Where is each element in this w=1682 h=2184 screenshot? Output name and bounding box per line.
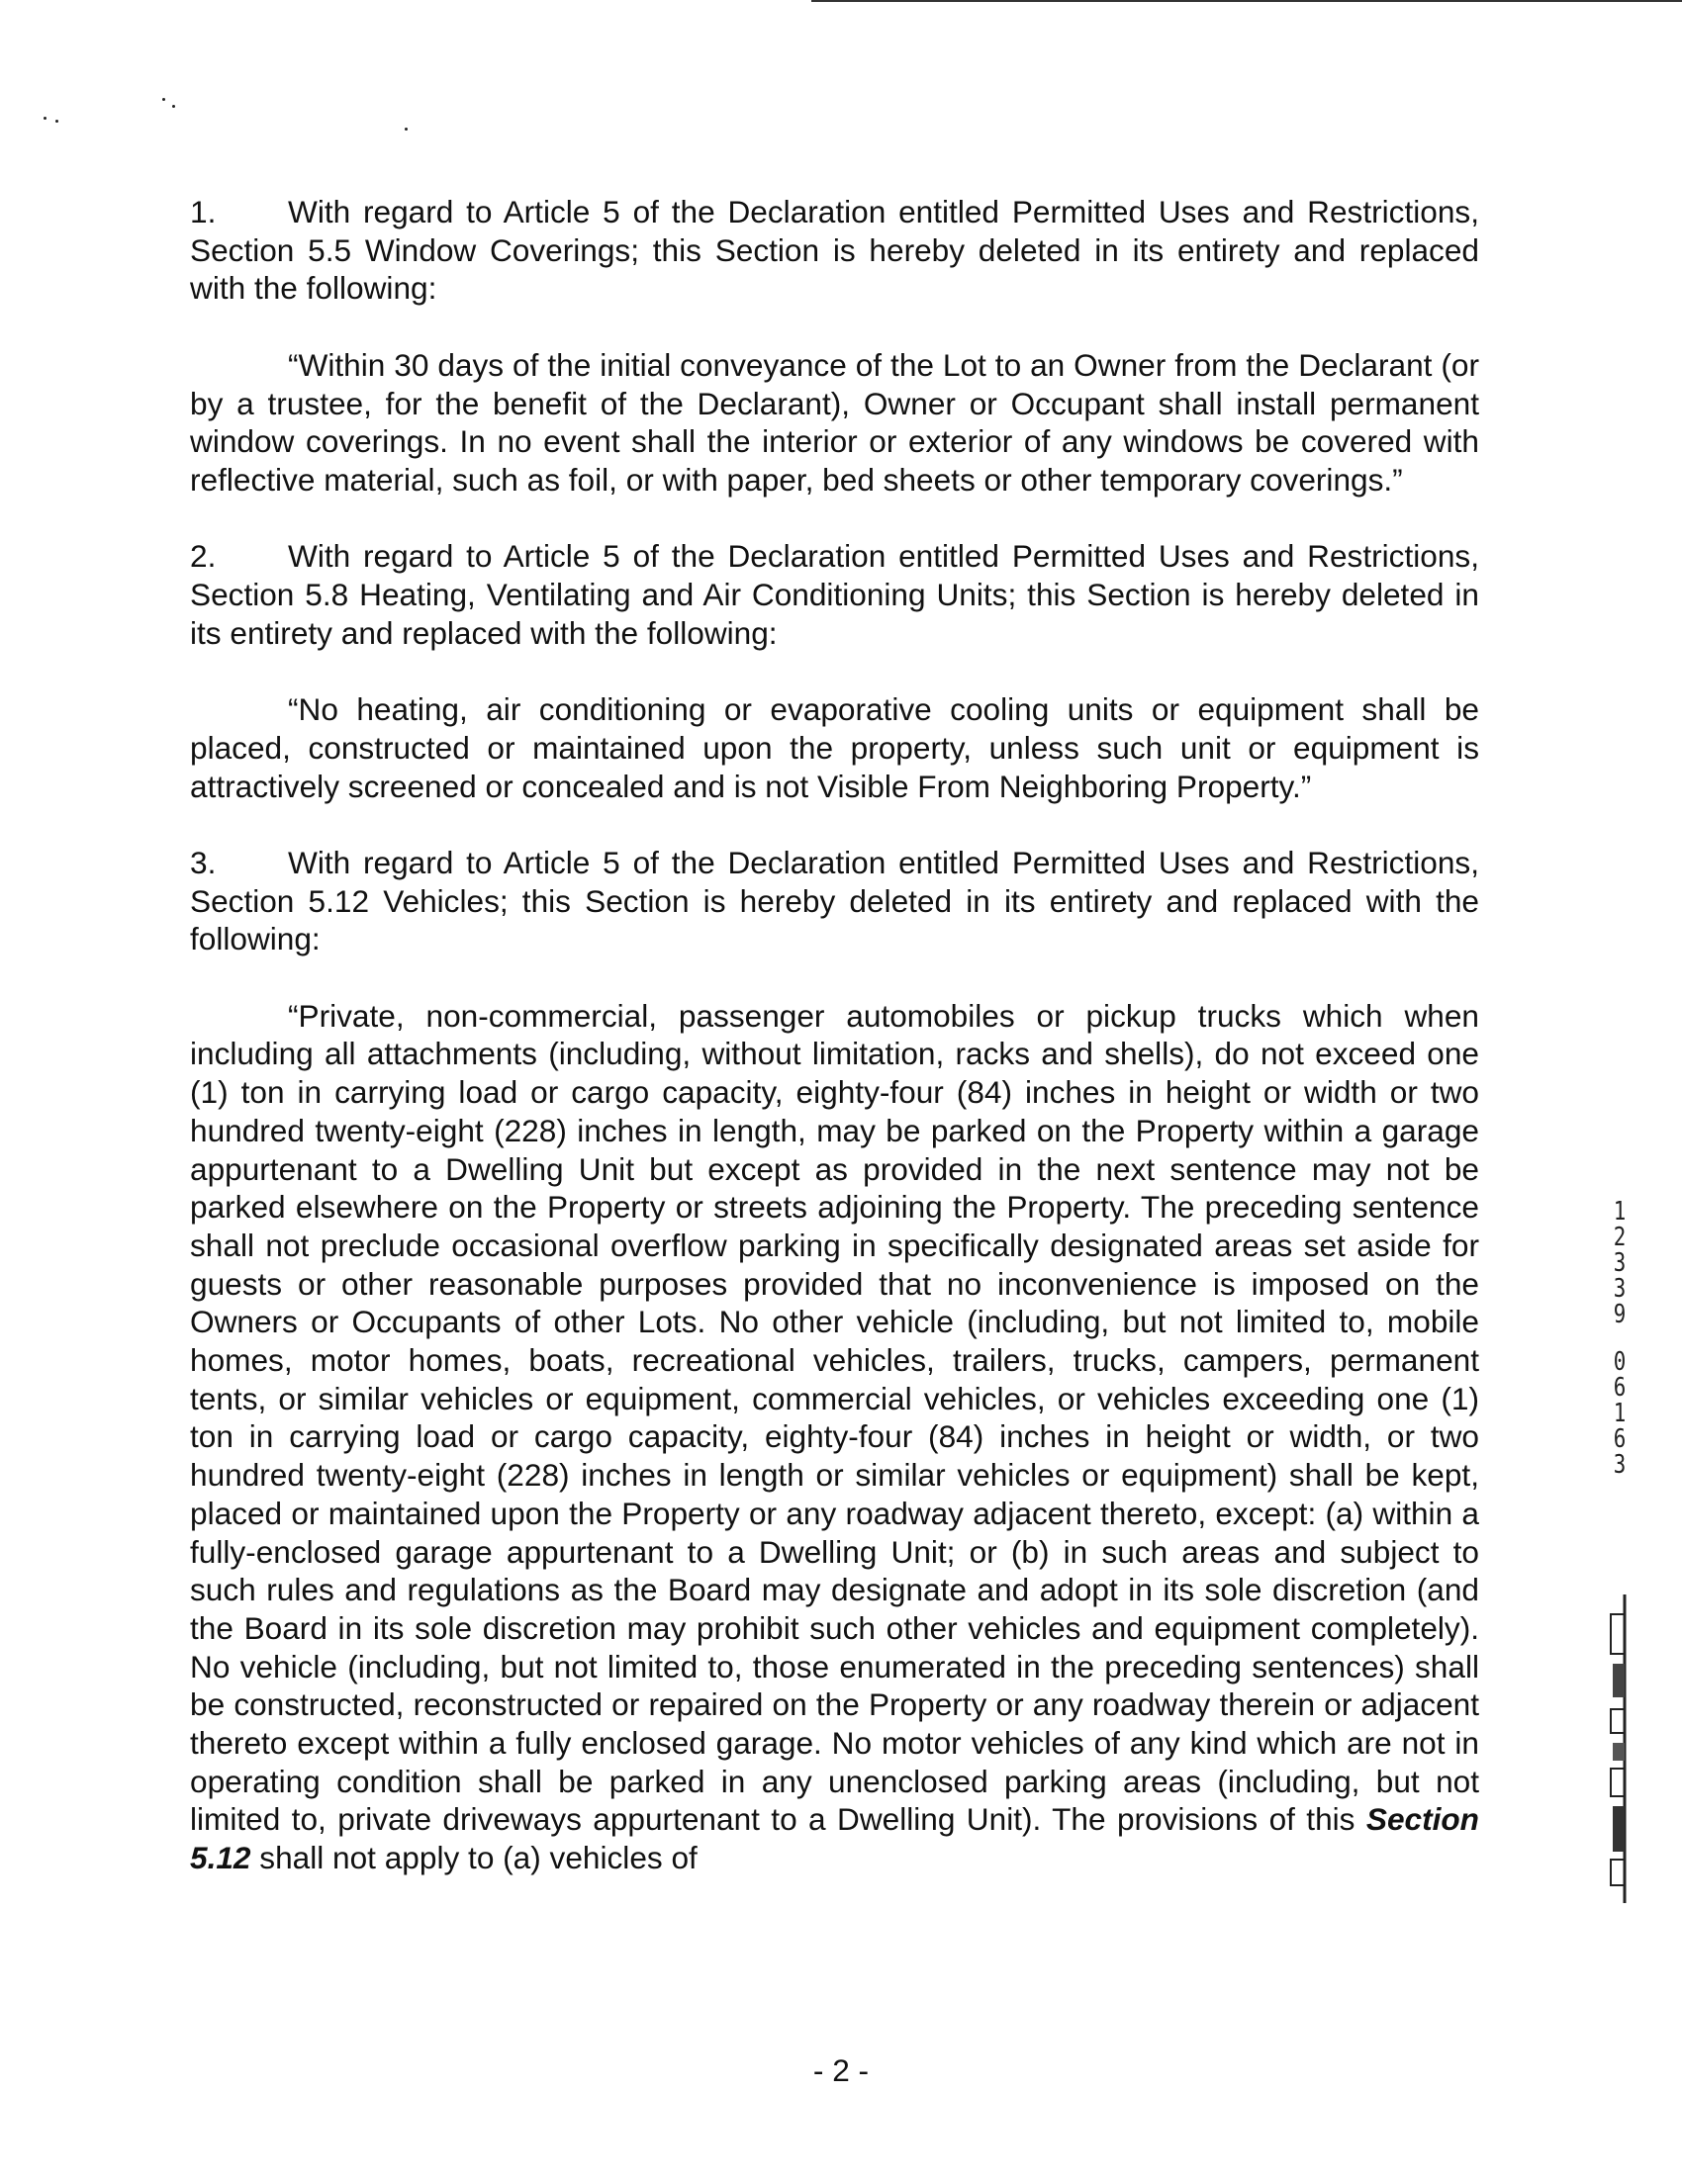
paragraph-number: 1. bbox=[190, 194, 217, 229]
numbered-paragraph-2 bbox=[190, 537, 1479, 652]
recording-digit: 0 bbox=[1613, 1347, 1627, 1377]
scan-speck bbox=[55, 120, 58, 123]
paragraph-text: With regard to Article 5 of the Declaration entitled Permitted Uses and Restrictions, Section 5.12 Vehicles; this Section is hereby deleted in its entirety and replaced with the following: bbox=[190, 844, 1479, 957]
scan-edge-line bbox=[811, 0, 1682, 2]
paragraph-text: “Private, non-commercial, passenger automobiles or pickup trucks which when including all attachments (including, without limitation, racks and shells), do not exceed one (1) ton in carrying load or cargo capacity, eighty-four (84) inches in height or width or two hundred twenty-eight (228) inches in length, may be parked on the Property within a garage appurtenant to a Dwelling Unit but except as provided in the next sentence may not be parked elsewhere on the Property or streets adjoining the Property. The preceding sentence shall not preclude occasional overflow parking in specifically designated areas set aside for guests or other reasonable purposes provided that no inconvenience is imposed on the Owners or Occupants of other Lots. No other vehicle (including, but not limited to, mobile homes, motor homes, boats, recreational vehicles, trailers, trucks, campers, permanent tents, or similar vehicles or equipment, commercial vehicles, or vehicles exceeding one (1) ton in carrying load or cargo capacity, eighty-four (84) inches in height or width, or two hundred twenty-eight (228) inches in length or similar vehicles or equipment) shall be kept, placed or maintained upon the Property or any roadway adjacent thereto, except: (a) within a fully-enclosed garage appurtenant to a Dwelling Unit; or (b) in such areas and subject to such rules and regulations as the Board may designate and adopt in its sole discretion (and the Board in its sole discretion may prohibit such other vehicles and equipment completely). No vehicle (including, but not limited to, those enumerated in the preceding sentences) shall be constructed, reconstructed or repaired on the Property or any roadway therein or adjacent thereto except within a fully enclosed garage. No motor vehicles of any kind which are not in operating condition shall be parked in any unenclosed parking areas (including, but not limited to, private driveways appurtenant to a Dwelling Unit). The provisions of this bbox=[190, 997, 1479, 1838]
amendment-text-window-coverings: “Within 30 days of the initial conveyance of the Lot to an Owner from the Declarant (or by a trustee, for the benefit of the Declarant), Owner or Occupant shall install permanent window coverings. In no event shall the interior or exterior of any windows be covered with reflective material, such as foil, or with paper, bed sheets or other temporary coverings.” bbox=[190, 346, 1479, 498]
recording-digit: 6 bbox=[1613, 1373, 1627, 1403]
document-body bbox=[190, 193, 1479, 1877]
recording-number bbox=[1608, 1199, 1632, 1478]
amendment-text-vehicles bbox=[190, 997, 1479, 1877]
paragraph-text: shall not apply to (a) vehicles of bbox=[250, 1840, 698, 1876]
recorder-stamp-mark bbox=[1601, 1594, 1636, 1903]
paragraph-number: 2. bbox=[190, 538, 217, 575]
recording-digit: 6 bbox=[1613, 1424, 1627, 1454]
scan-speck bbox=[405, 128, 408, 131]
section-reference: Section 5.12 bbox=[190, 1801, 1479, 1876]
recording-digit: 1 bbox=[1613, 1197, 1627, 1227]
paragraph-number: 3. bbox=[190, 844, 217, 880]
amendment-text-hvac: “No heating, air conditioning or evaporative cooling units or equipment shall be placed, constructed or maintained upon the property, unless such unit or equipment is attractively screened or concealed and is not Visible From Neighboring Property.” bbox=[190, 691, 1479, 804]
scan-speck bbox=[44, 117, 47, 120]
recording-digit: 1 bbox=[1613, 1399, 1627, 1428]
page-number: - 2 - bbox=[812, 2052, 870, 2088]
recording-digit: 3 bbox=[1613, 1248, 1627, 1278]
paragraph-text: With regard to Article 5 of the Declaration entitled Permitted Uses and Restrictions, Section 5.8 Heating, Ventilating and Air Conditioning Units; this Section is hereby deleted in its entirety and replaced with the following: bbox=[190, 538, 1479, 651]
numbered-paragraph-1 bbox=[190, 193, 1479, 308]
recording-digit: 3 bbox=[1613, 1274, 1627, 1304]
scan-speck bbox=[162, 98, 165, 101]
recording-digit: 2 bbox=[1613, 1223, 1627, 1252]
scan-speck bbox=[172, 105, 175, 108]
recording-gap bbox=[1608, 1327, 1632, 1349]
paragraph-text: With regard to Article 5 of the Declaration entitled Permitted Uses and Restrictions, Section 5.5 Window Coverings; this Section is hereby deleted in its entirety and replaced with the following: bbox=[190, 194, 1479, 307]
recording-digit: 9 bbox=[1613, 1300, 1627, 1329]
numbered-paragraph-3 bbox=[190, 844, 1479, 958]
recording-digit: 3 bbox=[1613, 1450, 1627, 1480]
